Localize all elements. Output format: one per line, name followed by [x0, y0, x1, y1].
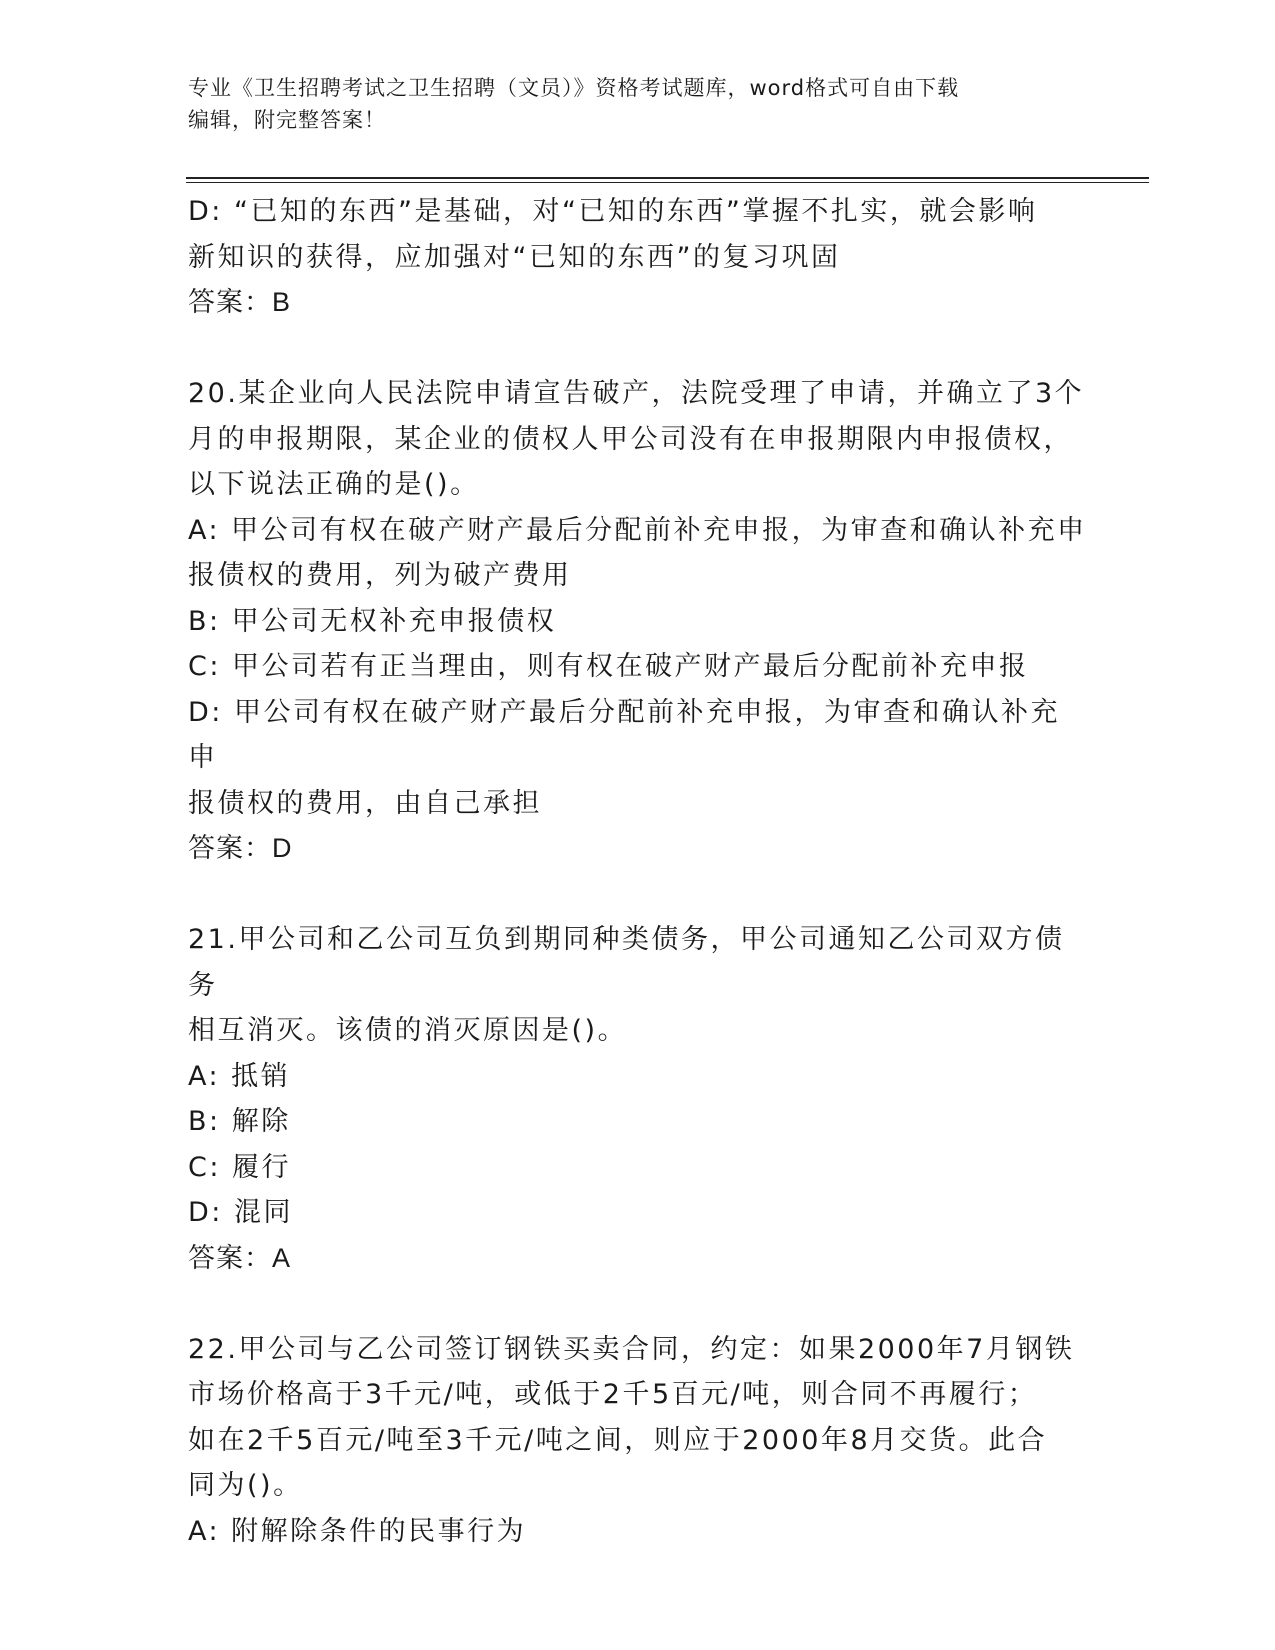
q21-option-b: B: 解除	[188, 1106, 291, 1137]
page-header	[188, 72, 1068, 136]
header-line-2: 编辑，附完整答案！	[188, 108, 386, 132]
q22-stem-line-2: 市场价格高于3千元/吨，或低于2千5百元/吨，则合同不再履行；	[188, 1379, 1038, 1410]
question-content	[188, 189, 1088, 1554]
q20-option-d-line-2: 报债权的费用，由自己承担	[188, 787, 542, 819]
q22-stem-line-3: 如在2千5百元/吨至3千元/吨之间，则应于2000年8月交货。此合	[188, 1424, 1048, 1456]
q20-stem-line-1: 20.某企业向人民法院申请宣告破产，法院受理了申请，并确立了3个	[188, 378, 1085, 409]
prev-answer: 答案：B	[188, 287, 292, 317]
q20-option-a-line-2: 报债权的费用，列为破产费用	[188, 560, 572, 591]
q20-answer: 答案：D	[188, 833, 293, 863]
spacer	[188, 326, 1088, 372]
q22-stem-line-1: 22.甲公司与乙公司签订钢铁买卖合同，约定：如果2000年7月钢铁	[188, 1333, 1075, 1365]
q21-stem-line-1: 21.甲公司和乙公司互负到期同种类债务，甲公司通知乙公司双方债务	[188, 924, 1065, 1001]
spacer	[188, 1281, 1088, 1327]
prev-option-d-line-2: 新知识的获得，应加强对“已知的东西”的复习巩固	[188, 241, 841, 273]
header-rule-thin	[186, 182, 1149, 183]
q21-stem-line-2: 相互消灭。该债的消灭原因是()。	[188, 1015, 628, 1046]
q20-option-c: C: 甲公司若有正当理由，则有权在破产财产最后分配前补充申报	[188, 651, 1029, 682]
q22-stem-line-4: 同为()。	[188, 1470, 303, 1501]
q20-option-d-line-1: D: 甲公司有权在破产财产最后分配前补充申报，为审查和确认补充申	[188, 696, 1060, 773]
q20-option-b: B: 甲公司无权补充申报债权	[188, 605, 557, 637]
q22-option-a: A: 附解除条件的民事行为	[188, 1515, 527, 1547]
q21-option-d: D: 混同	[188, 1197, 293, 1228]
q21-option-c: C: 履行	[188, 1151, 292, 1183]
q20-stem-line-3: 以下说法正确的是()。	[188, 469, 480, 500]
q20-stem-line-2: 月的申报期限，某企业的债权人甲公司没有在申报期限内申报债权，	[188, 423, 1073, 455]
prev-option-d-line-1: D: “已知的东西”是基础，对“已知的东西”掌握不扎实，就会影响	[188, 196, 1038, 227]
q21-option-a: A: 抵销	[188, 1060, 291, 1092]
spacer	[188, 872, 1088, 918]
header-line-1: 专业《卫生招聘考试之卫生招聘（文员）》资格考试题库，word格式可自由下载	[188, 76, 960, 100]
q20-option-a-line-1: A: 甲公司有权在破产财产最后分配前补充申报，为审查和确认补充申	[188, 514, 1087, 546]
header-rule-thick	[186, 177, 1149, 179]
q21-answer: 答案：A	[188, 1242, 292, 1273]
